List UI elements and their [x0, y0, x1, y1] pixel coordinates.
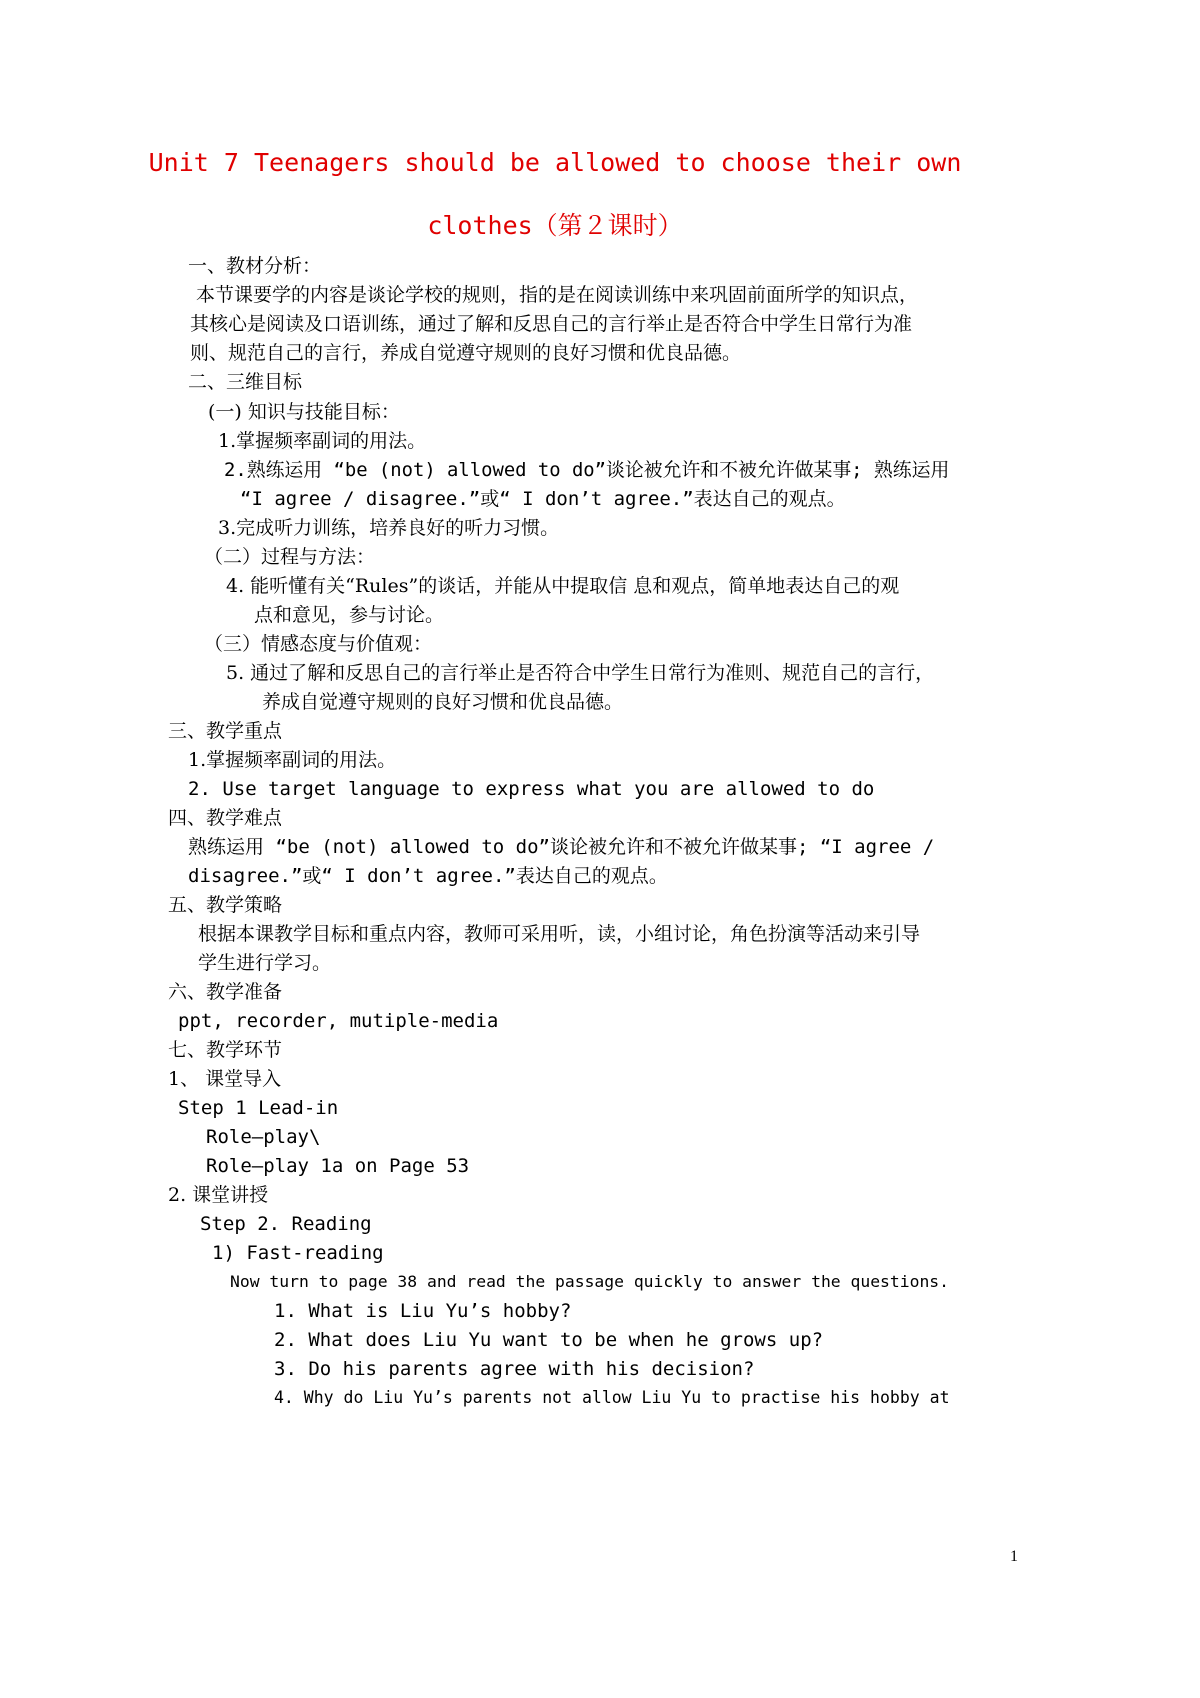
- heading-teaching-strategy: 五、教学策略: [168, 894, 283, 916]
- question-item: 2. What does Liu Yu want to be when he grows up?: [274, 1329, 824, 1351]
- body-line: 根据本课教学目标和重点内容，教师可采用听，读，小组讨论，角色扮演等活动来引导: [198, 923, 921, 945]
- subheading-knowledge-skills: (一) 知识与技能目标：: [208, 401, 400, 423]
- page-number: 1: [1010, 1548, 1018, 1565]
- step-line: Role—play\: [206, 1126, 321, 1148]
- subheading-emotion-values: （三）情感态度与价值观：: [204, 633, 433, 655]
- key-point-item: 2. Use target language to express what you are allowed to do: [188, 778, 875, 800]
- body-line: ppt, recorder, mutiple-media: [178, 1010, 499, 1032]
- heading-three-dimension-goals: 二、三维目标: [188, 371, 303, 393]
- title-word: clothes: [427, 211, 533, 240]
- goal-item: 3.完成听力训练，培养良好的听力习惯。: [218, 517, 560, 539]
- step-line: Now turn to page 38 and read the passage quickly to answer the questions.: [230, 1272, 949, 1291]
- goal-item: 2.熟练运用 “be (not) allowed to do”谈论被允许和不被允许做某事; 熟练运用: [224, 459, 950, 481]
- body-line: 其核心是阅读及口语训练，通过了解和反思自己的言行举止是否符合中学生日常行为准: [190, 313, 913, 335]
- goal-item: 4. 能听懂有关“Rules”的谈话，并能从中提取信 息和观点，简单地表达自己的观: [226, 575, 900, 597]
- question-item: 1. What is Liu Yu’s hobby?: [274, 1300, 572, 1322]
- heading-material-analysis: 一、教材分析：: [188, 255, 322, 277]
- heading-difficult-points: 四、教学难点: [168, 807, 283, 829]
- goal-item-continued: 点和意见，参与讨论。: [254, 604, 445, 626]
- body-line: disagree.”或“ I don’t agree.”表达自己的观点。: [188, 865, 668, 887]
- question-item: 3. Do his parents agree with his decision?: [274, 1358, 755, 1380]
- step-line: Role—play 1a on Page 53: [206, 1155, 470, 1177]
- title-lesson-marker: （第２课时）: [532, 211, 683, 240]
- question-item: 4. Why do Liu Yu’s parents not allow Liu Yu to practise his hobby at: [274, 1388, 950, 1407]
- document-title-line-2: [0, 206, 1110, 242]
- body-line: 学生进行学习。: [198, 952, 332, 974]
- goal-item-continued: 养成自觉遵守规则的良好习惯和优良品德。: [262, 691, 624, 713]
- heading-key-points: 三、教学重点: [168, 720, 283, 742]
- step-line: Step 2. Reading: [200, 1213, 372, 1235]
- heading-teaching-procedure: 七、教学环节: [168, 1039, 283, 1061]
- document-title-line-1: Unit 7 Teenagers should be allowed to choose their own: [148, 148, 962, 177]
- subheading-process-methods: （二）过程与方法：: [204, 546, 376, 568]
- body-line: 本节课要学的内容是谈论学校的规则，指的是在阅读训练中来巩固前面所学的知识点，: [196, 284, 919, 306]
- body-line: 则、规范自己的言行，养成自觉遵守规则的良好习惯和优良品德。: [190, 342, 742, 364]
- subheading-lead-in: 1、 课堂导入: [168, 1068, 282, 1090]
- step-line: 1) Fast-reading: [212, 1242, 384, 1264]
- goal-item: 1.掌握频率副词的用法。: [218, 430, 427, 452]
- subheading-lecture: 2. 课堂讲授: [168, 1184, 269, 1206]
- step-line: Step 1 Lead-in: [178, 1097, 339, 1119]
- body-line: 熟练运用 “be (not) allowed to do”谈论被允许和不被允许做某事; “I agree /: [188, 836, 935, 858]
- goal-item: 5. 通过了解和反思自己的言行举止是否符合中学生日常行为准则、规范自己的言行，: [226, 662, 935, 684]
- heading-teaching-preparation: 六、教学准备: [168, 981, 283, 1003]
- key-point-item: 1.掌握频率副词的用法。: [188, 749, 397, 771]
- goal-item-continued: “I agree / disagree.”或“ I don’t agree.”表达自己的观点。: [240, 488, 846, 510]
